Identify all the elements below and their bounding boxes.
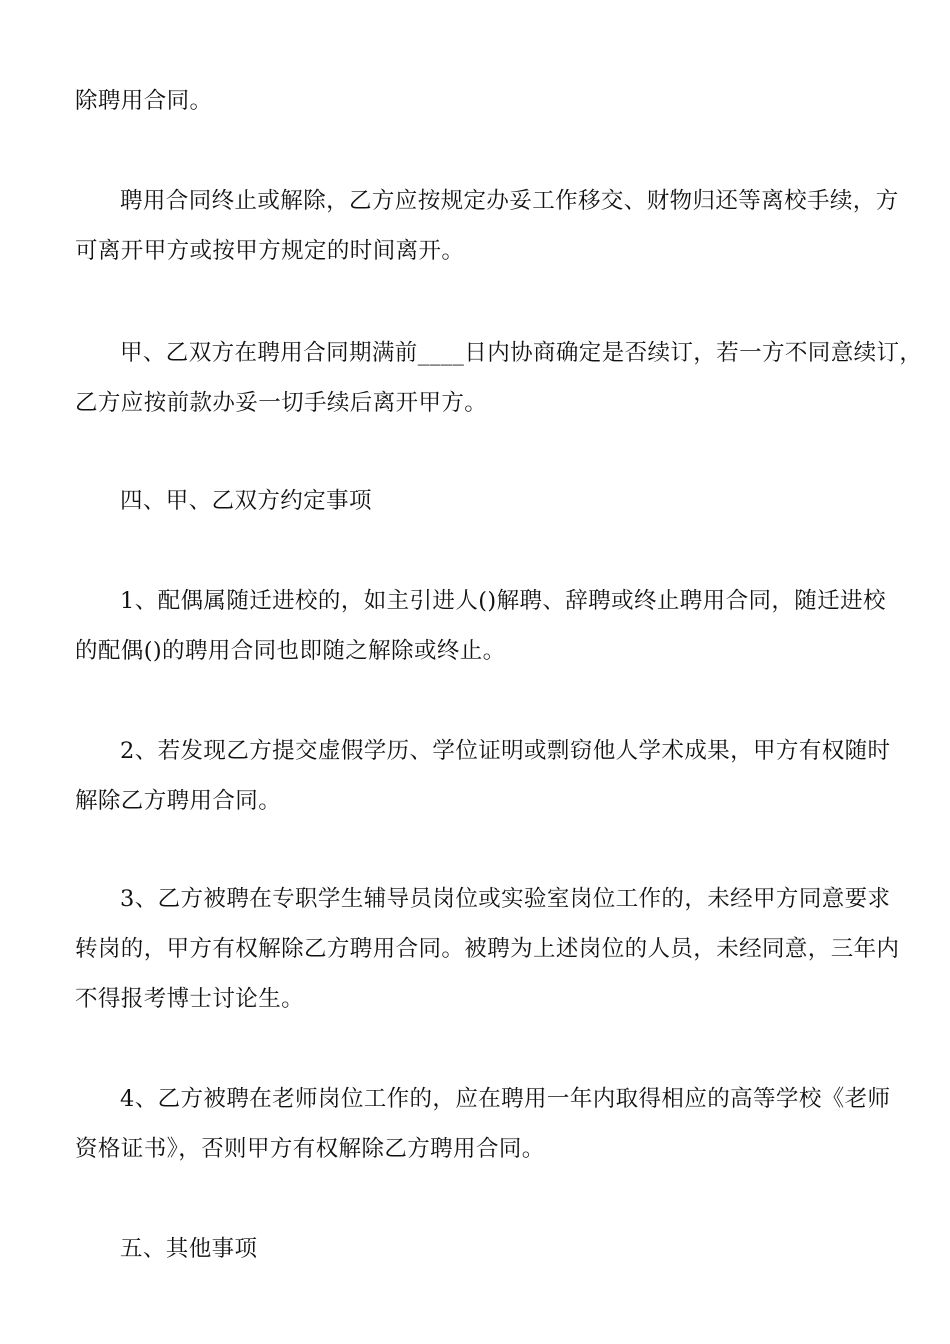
paragraph-line: 的配偶()的聘用合同也即随之解除或终止。 (75, 638, 506, 664)
paragraph-line: 乙方应按前款办妥一切手续后离开甲方。 (75, 390, 488, 416)
section-heading: 四、甲、乙双方约定事项 (120, 488, 372, 514)
section-heading: 五、其他事项 (120, 1236, 258, 1262)
paragraph-line: 4、乙方被聘在老师岗位工作的，应在聘用一年内取得相应的高等学校《老师 (120, 1086, 891, 1112)
paragraph-line: 不得报考博士讨论生。 (75, 986, 305, 1012)
paragraph-line: 2、若发现乙方提交虚假学历、学位证明或剽窃他人学术成果，甲方有权随时 (120, 738, 891, 764)
paragraph-line: 3、乙方被聘在专职学生辅导员岗位或实验室岗位工作的，未经甲方同意要求 (120, 886, 891, 912)
paragraph-line: 资格证书》，否则甲方有权解除乙方聘用合同。 (75, 1136, 545, 1162)
paragraph-line: 解除乙方聘用合同。 (75, 788, 282, 814)
paragraph-line: 1、配偶属随迁进校的，如主引进人()解聘、辞聘或终止聘用合同，随迁进校 (120, 588, 886, 614)
paragraph-line: 除聘用合同。 (75, 88, 213, 114)
paragraph-line: 可离开甲方或按甲方规定的时间离开。 (75, 238, 465, 264)
paragraph-line: 转岗的，甲方有权解除乙方聘用合同。被聘为上述岗位的人员，未经同意，三年内 (75, 936, 900, 962)
paragraph-line: 甲、乙双方在聘用合同期满前____日内协商确定是否续订，若一方不同意续订， (120, 340, 923, 366)
paragraph-line: 聘用合同终止或解除，乙方应按规定办妥工作移交、财物归还等离校手续，方 (120, 188, 899, 214)
